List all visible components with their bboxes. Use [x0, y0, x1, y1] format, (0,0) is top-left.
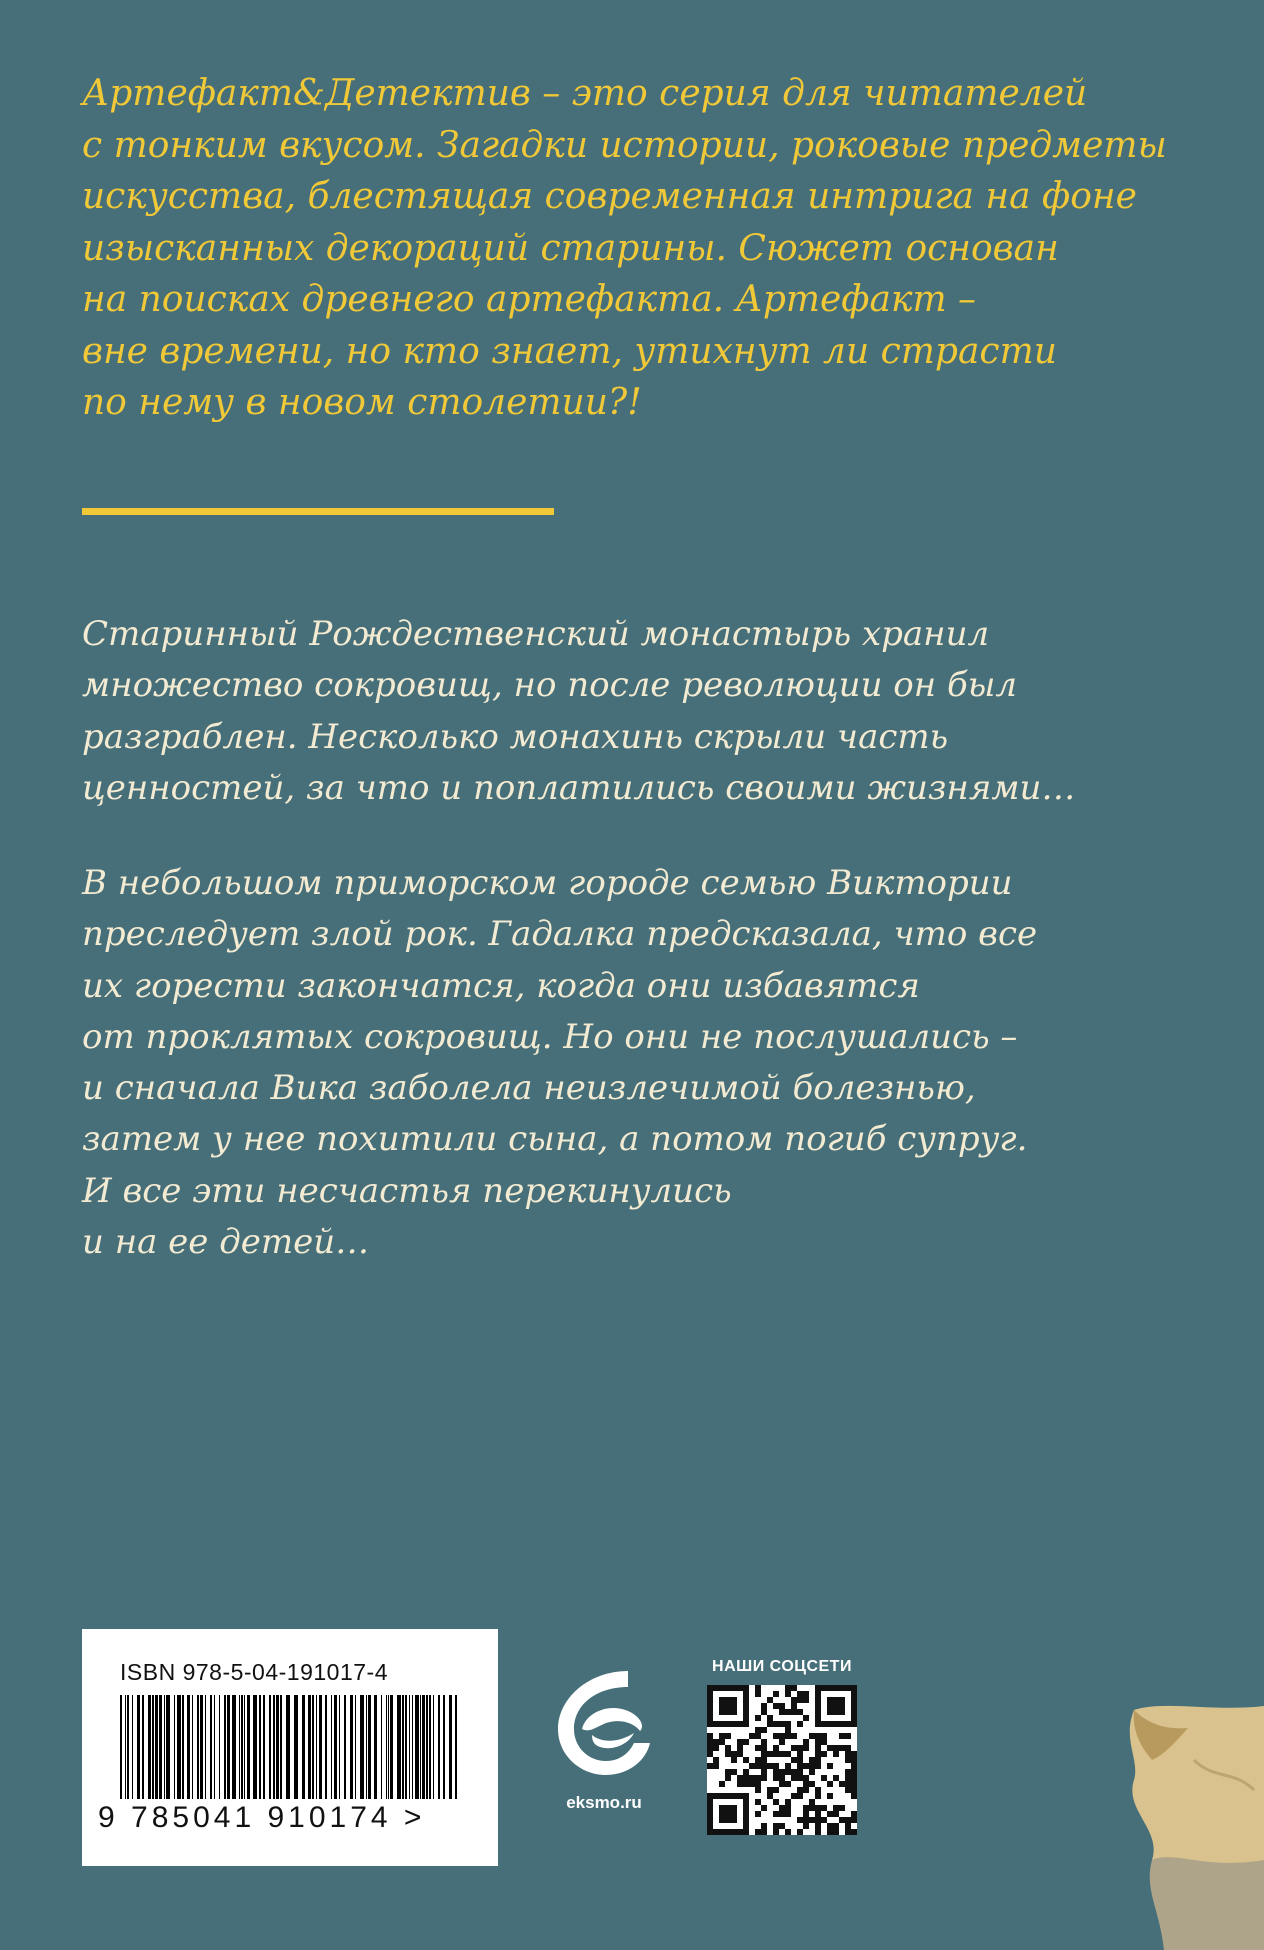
- synopsis-paragraph-1: [82, 609, 1182, 814]
- series-blurb-line: на поисках древнего артефакта. Артефакт –: [82, 279, 977, 320]
- barcode-digits: 9 785041 910174 >: [98, 1801, 426, 1834]
- synopsis-line: затем у нее похитили сына, а потом погиб супруг.: [82, 1119, 1028, 1160]
- series-blurb-line: с тонким вкусом. Загадки истории, роковые предметы: [82, 124, 1167, 166]
- series-blurb: [82, 68, 1182, 429]
- social-block: [702, 1658, 862, 1839]
- synopsis-paragraph-2: [82, 858, 1182, 1268]
- isbn-label: ISBN 978-5-04-191017-4: [120, 1659, 388, 1685]
- synopsis-line: их горести закончатся, когда они избавятся: [82, 965, 920, 1006]
- series-blurb-line: Артефакт&Детектив – это серия для читателей: [82, 73, 1088, 114]
- social-label: НАШИ СОЦСЕТИ: [712, 1658, 852, 1675]
- series-blurb-line: искусства, блестящая современная интрига на фоне: [82, 176, 1137, 217]
- series-blurb-line: по нему в новом столетии?!: [82, 382, 642, 423]
- synopsis-line: разграблен. Несколько монахинь скрыли часть: [82, 716, 949, 757]
- eksmo-logo-icon[interactable]: [548, 1663, 660, 1781]
- synopsis-line: И все эти несчастья перекинулись: [82, 1170, 732, 1211]
- series-blurb-line: вне времени, но кто знает, утихнут ли страсти: [82, 330, 1057, 372]
- barcode-icon: [120, 1695, 460, 1799]
- series-blurb-line: изысканных декораций старины. Сюжет основан: [82, 227, 1059, 269]
- qr-code-icon[interactable]: [707, 1685, 857, 1835]
- divider-line: [82, 508, 554, 515]
- publisher-block: [548, 1663, 660, 1813]
- synopsis-line: множество сокровищ, но после революции он был: [82, 665, 1018, 706]
- synopsis-line: и сначала Вика заболела неизлечимой болезнью,: [82, 1068, 976, 1109]
- synopsis-line: ценностей, за что и поплатились своими жизнями…: [82, 767, 1076, 808]
- synopsis-line: В небольшом приморском городе семью Виктории: [82, 863, 1013, 903]
- parchment-scroll-icon: [1104, 1700, 1264, 1950]
- synopsis-line: от проклятых сокровищ. Но они не послушались –: [82, 1016, 1018, 1057]
- barcode-box: [82, 1629, 498, 1866]
- synopsis-line: преследует злой рок. Гадалка предсказала, что все: [82, 914, 1038, 955]
- synopsis-line: Старинный Рождественский монастырь хранил: [82, 614, 990, 654]
- publisher-url[interactable]: eksmo.ru: [566, 1793, 642, 1812]
- synopsis-line: и на ее детей…: [82, 1222, 370, 1263]
